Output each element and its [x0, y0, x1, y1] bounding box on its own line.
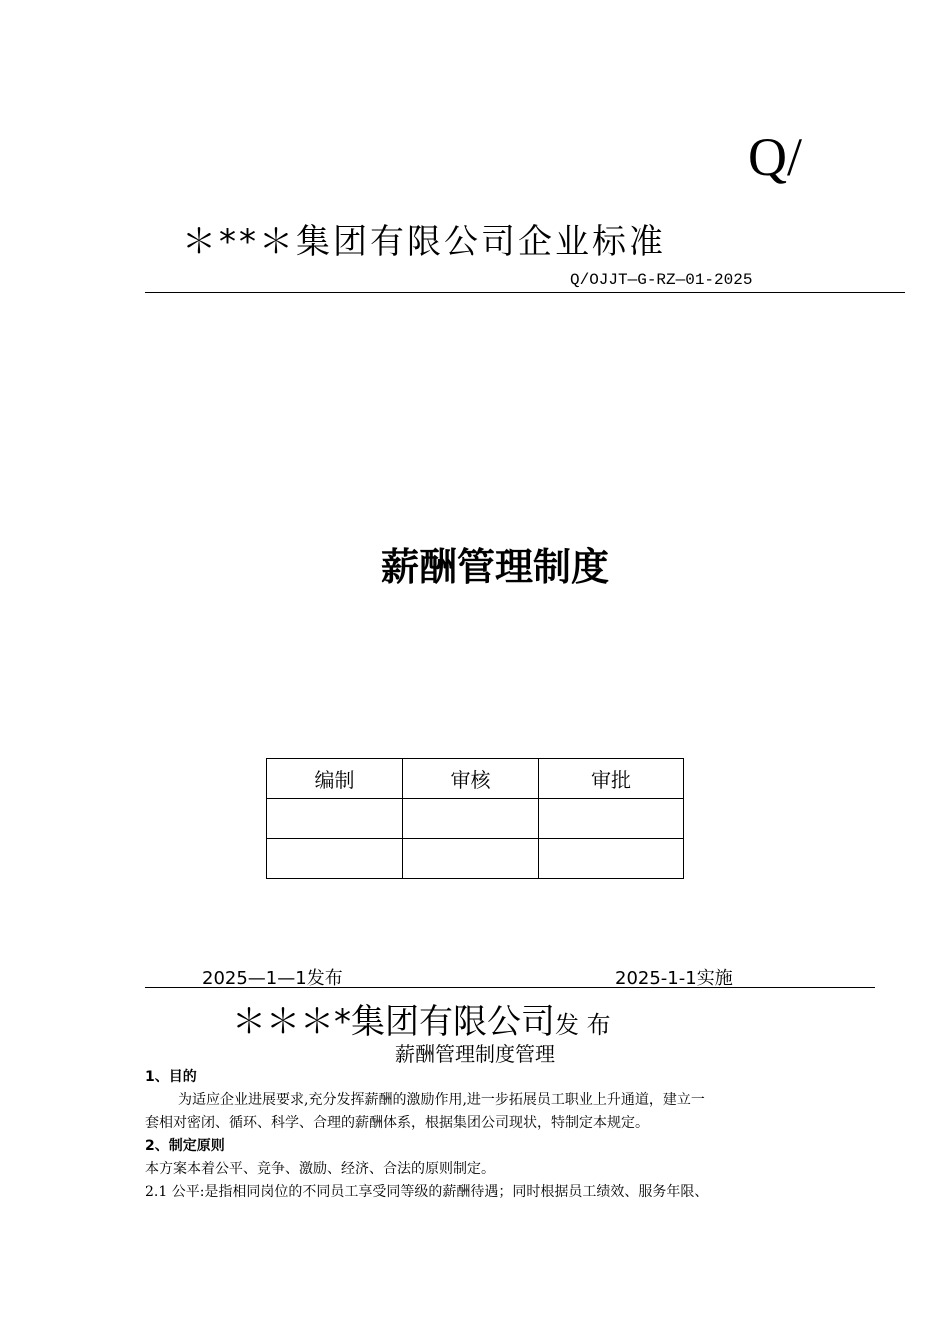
table-header-cell: 审核	[403, 759, 539, 799]
section-heading: 1、目的	[145, 1069, 197, 1085]
table-cell	[403, 839, 539, 879]
table-cell	[539, 839, 684, 879]
paragraph-line: 2.1 公平:是指相同岗位的不同员工享受同等级的薪酬待遇；同时根据员工绩效、服务年限、	[145, 1184, 709, 1200]
table-row	[267, 799, 684, 839]
paragraph-line: 为适应企业进展要求,充分发挥薪酬的激励作用,进一步拓展员工职业上升通道，建立一	[178, 1092, 705, 1108]
table-cell	[403, 799, 539, 839]
issuer-line	[232, 994, 611, 1043]
company-standard-heading: ＊**＊集团有限公司企业标准	[182, 222, 666, 262]
signoff-table	[266, 758, 684, 879]
table-header-row	[267, 759, 684, 799]
section-heading: 2、制定原则	[145, 1138, 225, 1154]
body-content	[145, 1066, 825, 1204]
standard-q-mark: Q/	[748, 127, 802, 187]
table-header-cell: 编制	[267, 759, 403, 799]
section-title: 薪酬管理制度管理	[395, 1042, 555, 1066]
table-cell	[267, 799, 403, 839]
effective-date: 2025-1-1实施	[615, 968, 733, 989]
table-header-cell: 审批	[539, 759, 684, 799]
paragraph-line: 套相对密闭、循环、科学、合理的薪酬体系，根据集团公司现状，特制定本规定。	[145, 1115, 649, 1131]
publish-date: 2025—1—1发布	[202, 968, 343, 989]
footer-divider	[145, 987, 875, 988]
document-title: 薪酬管理制度	[380, 545, 609, 589]
standard-code: Q/OJJT—G-RZ—01-2025	[570, 271, 753, 289]
table-cell	[267, 839, 403, 879]
table-row	[267, 839, 684, 879]
table-cell	[539, 799, 684, 839]
header-divider	[145, 292, 905, 293]
issuer-name: ＊＊＊*集团有限公司	[232, 1002, 555, 1042]
paragraph-line: 本方案本着公平、竞争、激励、经济、合法的原则制定。	[145, 1161, 495, 1177]
issuer-suffix: 发 布	[555, 1011, 611, 1039]
